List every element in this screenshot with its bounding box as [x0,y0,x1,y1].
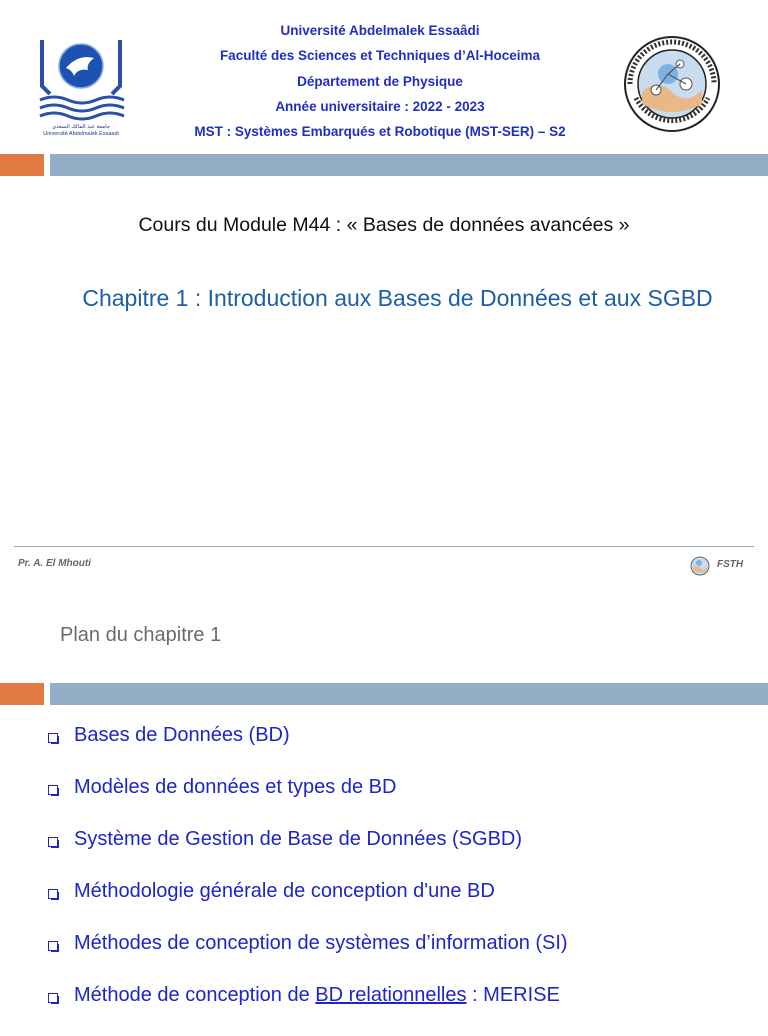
faculty-seal-logo [622,34,722,134]
header-academic-year: Année universitaire : 2022 - 2023 [275,98,485,114]
header-department: Département de Physique [297,73,463,89]
list-item-label: Système de Gestion de Base de Données (SGBD) [74,828,523,850]
list-item [48,776,568,828]
checkbox-bullet-icon [48,785,58,795]
list-item [48,880,568,932]
list-item-label: Méthodes de conception de systèmes d’information (SI) [74,932,568,954]
footer-brand-label: FSTH [717,559,744,570]
footer-author: Pr. A. El Mhouti [18,558,91,569]
chapter-title: Chapitre 1 : Introduction aux Bases de Données et aux SGBD [82,285,713,311]
header-university: Université Abdelmalek Essaâdi [280,23,480,38]
list-item-label: Modèles de données et types de BD [74,776,397,798]
header-faculty: Faculté des Sciences et Techniques d’Al-Hoceima [219,48,541,64]
checkbox-bullet-icon [48,733,58,743]
institution-header [130,18,630,144]
checkbox-bullet-icon [48,993,58,1003]
header-program: MST : Systèmes Embarqués et Robotique (MST-SER) – S2 [194,124,566,140]
list-item [48,984,568,1036]
plan-slide [0,548,768,1024]
list-item [48,932,568,984]
list-item-label-suffix: : MERISE [466,984,560,1006]
globe-icon [690,556,710,576]
plan-title: Plan du chapitre 1 [60,624,222,646]
list-item [48,724,568,776]
checkbox-bullet-icon [48,889,58,899]
bd-relationnelles-link[interactable]: BD relationnelles [315,984,467,1006]
list-item-label: Bases de Données (BD) [74,724,290,746]
checkbox-bullet-icon [48,837,58,847]
checkbox-bullet-icon [48,941,58,951]
footer-brand [690,556,760,576]
list-item-label: Méthodologie générale de conception d'une BD [74,880,495,902]
university-logo [34,34,128,134]
title-divider-bar [0,154,768,176]
footer-rule [14,546,754,547]
university-logo-caption [34,124,128,138]
course-title: Cours du Module M44 : « Bases de données avancées » [138,214,630,236]
plan-divider-bar [0,683,768,705]
list-item-label-prefix: Méthode de conception de [74,984,316,1006]
logo-caption-french: Université Abdelmalek Essaadi [43,131,119,137]
logo-caption-arabic: جامعة عبد المالك السعدي [51,124,111,130]
list-item [48,828,568,880]
list-item-label [74,984,560,1007]
plan-list [48,724,568,1036]
